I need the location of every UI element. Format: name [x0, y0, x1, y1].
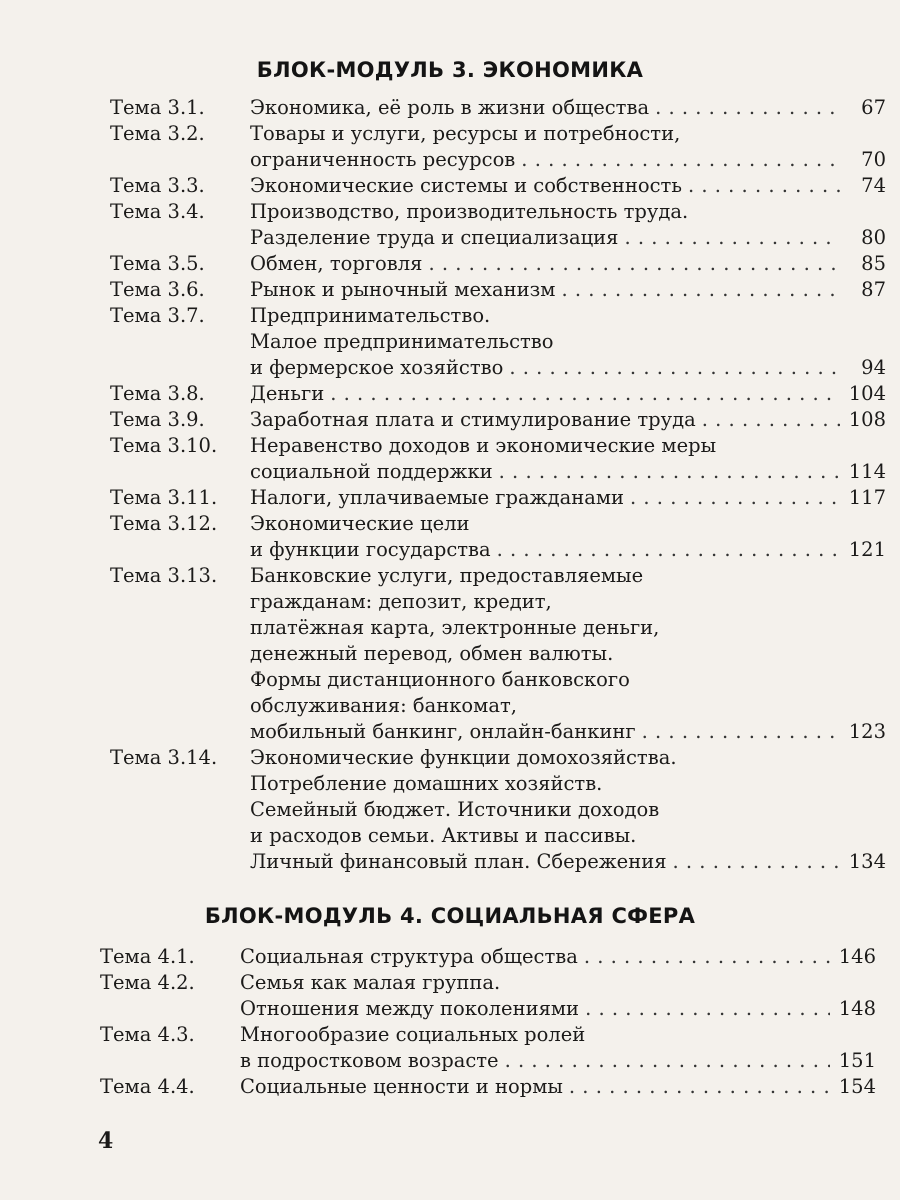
page-ref: 85: [861, 252, 886, 275]
dot-leader: [642, 719, 840, 745]
topic-number: Тема 3.7.: [110, 304, 205, 327]
dot-leader: [499, 459, 840, 485]
dot-leader: [630, 485, 840, 511]
dot-leader: [624, 225, 840, 251]
page-ref: 146: [838, 945, 876, 968]
topic-title-line: Экономические системы и собственность: [250, 174, 682, 197]
topic-title-line: Производство, производительность труда.: [250, 200, 689, 223]
topic-title-line: Личный финансовый план. Сбережения: [250, 850, 667, 873]
dot-leader: [584, 944, 830, 970]
topic-number: Тема 3.8.: [110, 382, 205, 405]
dot-leader: [509, 355, 840, 381]
topic-title-line: Товары и услуги, ресурсы и потребности,: [250, 122, 681, 145]
page-number: 4: [98, 1128, 114, 1154]
topic-number: Тема 3.5.: [110, 252, 205, 275]
topic-number: Тема 3.3.: [110, 174, 205, 197]
topic-title-line: Предпринимательство.: [250, 304, 491, 327]
page-ref: 70: [861, 148, 886, 171]
topic-title-line: социальной поддержки: [250, 460, 493, 483]
dot-leader: [497, 537, 840, 563]
dot-leader: [702, 407, 840, 433]
topic-title-line: Отношения между поколениями: [240, 997, 580, 1020]
topic-title-line: мобильный банкинг, онлайн-банкинг: [250, 720, 636, 743]
topic-title-line: Малое предпринимательство: [250, 330, 554, 353]
topic-title-line: Неравенство доходов и экономические меры: [250, 434, 717, 457]
dot-leader: [330, 381, 840, 407]
topic-number: Тема 3.4.: [110, 200, 205, 223]
topic-title-line: Социальные ценности и нормы: [240, 1075, 563, 1098]
dot-leader: [655, 95, 840, 121]
page-ref: 108: [848, 408, 886, 431]
topic-title-line: Многообразие социальных ролей: [240, 1023, 586, 1046]
dot-leader: [569, 1074, 830, 1100]
topic-title-line: Рынок и рыночный механизм: [250, 278, 556, 301]
topic-title-line: Семейный бюджет. Источники доходов: [250, 798, 660, 821]
topic-title-line: Налоги, уплачиваемые гражданами: [250, 486, 624, 509]
page-ref: 114: [848, 460, 886, 483]
block4-title: БЛОК-МОДУЛЬ 4. СОЦИАЛЬНАЯ СФЕРА: [204, 904, 696, 928]
topic-number: Тема 3.14.: [110, 746, 218, 769]
page-ref: 87: [861, 278, 886, 301]
topic-title-line: Формы дистанционного банковского: [250, 668, 630, 691]
topic-number: Тема 3.12.: [110, 512, 218, 535]
dot-leader: [505, 1048, 830, 1074]
page-ref: 134: [848, 850, 886, 873]
page-ref: 148: [838, 997, 876, 1020]
topic-number: Тема 3.11.: [110, 486, 218, 509]
topic-title-line: Экономические функции домохозяйства.: [250, 746, 677, 769]
topic-title-line: платёжная карта, электронные деньги,: [250, 616, 660, 639]
topic-title-line: обслуживания: банкомат,: [250, 694, 517, 717]
topic-title-line: и функции государства: [250, 538, 491, 561]
page-ref: 117: [848, 486, 886, 509]
dot-leader: [428, 251, 840, 277]
topic-number: Тема 3.2.: [110, 122, 205, 145]
topic-title-line: Разделение труда и специализация: [250, 226, 619, 249]
topic-number: Тема 3.10.: [110, 434, 218, 457]
topic-title-line: и расходов семьи. Активы и пассивы.: [250, 824, 637, 847]
page-ref: 151: [838, 1049, 876, 1072]
topic-number: Тема 4.3.: [100, 1023, 195, 1046]
topic-title-line: Обмен, торговля: [250, 252, 423, 275]
topic-title-line: Заработная плата и стимулирование труда: [250, 408, 696, 431]
page-ref: 123: [848, 720, 886, 743]
topic-title-line: Экономика, её роль в жизни общества: [250, 96, 650, 119]
topic-title-line: Социальная структура общества: [240, 945, 578, 968]
topic-number: Тема 4.2.: [100, 971, 195, 994]
topic-title-line: ограниченность ресурсов: [250, 148, 516, 171]
dot-leader: [561, 277, 840, 303]
topic-title-line: гражданам: депозит, кредит,: [250, 590, 552, 613]
topic-title-line: Банковские услуги, предоставляемые: [250, 564, 644, 587]
dot-leader: [673, 849, 840, 875]
block3-title: БЛОК-МОДУЛЬ 3. ЭКОНОМИКА: [256, 58, 644, 82]
dot-leader: [521, 147, 840, 173]
page-ref: 74: [861, 174, 886, 197]
page-ref: 104: [848, 382, 886, 405]
topic-title-line: денежный перевод, обмен валюты.: [250, 642, 614, 665]
dot-leader: [585, 996, 830, 1022]
topic-title-line: Семья как малая группа.: [240, 971, 501, 994]
topic-number: Тема 4.4.: [100, 1075, 195, 1098]
topic-title-line: в подростковом возрасте: [240, 1049, 499, 1072]
page-ref: 154: [838, 1075, 876, 1098]
topic-title-line: Потребление домашних хозяйств.: [250, 772, 603, 795]
page-ref: 80: [861, 226, 886, 249]
topic-number: Тема 3.1.: [110, 96, 205, 119]
topic-number: Тема 3.9.: [110, 408, 205, 431]
topic-number: Тема 4.1.: [100, 945, 195, 968]
page-ref: 67: [861, 96, 886, 119]
topic-title-line: Экономические цели: [250, 512, 470, 535]
topic-title-line: и фермерское хозяйство: [250, 356, 504, 379]
topic-title-line: Деньги: [250, 382, 325, 405]
topic-number: Тема 3.13.: [110, 564, 218, 587]
topic-number: Тема 3.6.: [110, 278, 205, 301]
page-ref: 94: [861, 356, 886, 379]
dot-leader: [688, 173, 840, 199]
page-ref: 121: [848, 538, 886, 561]
